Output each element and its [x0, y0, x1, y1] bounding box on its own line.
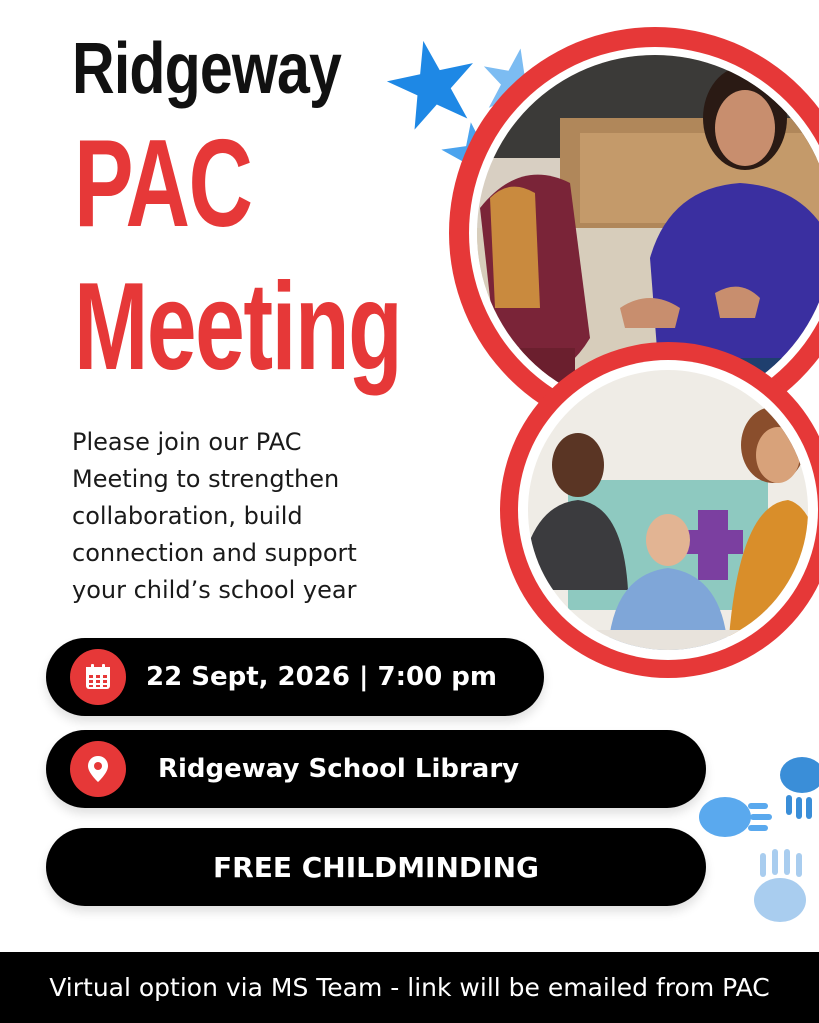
footer-text: Virtual option via MS Team - link will be emailed from PAC [49, 973, 770, 1002]
handprint-icon [780, 757, 819, 819]
childminding-pill [46, 828, 706, 906]
intro-line: your child’s school year [72, 576, 357, 604]
intro-line: collaboration, build [72, 502, 303, 530]
handprint-icon [699, 797, 772, 837]
calendar-icon [70, 649, 126, 705]
event-location: Ridgeway School Library [158, 754, 520, 784]
intro-text [72, 424, 422, 609]
intro-line: connection and support [72, 539, 357, 567]
decor-handprints [690, 735, 819, 935]
event-location-pill [46, 730, 706, 808]
map-pin-icon [70, 741, 126, 797]
handprint-icon [754, 849, 806, 922]
intro-line: Please join our PAC [72, 428, 302, 456]
title-pac: PAC [74, 115, 252, 253]
childminding-text: FREE CHILDMINDING [213, 850, 539, 884]
title-school-name: Ridgeway [72, 29, 342, 109]
event-datetime: 22 Sept, 2026 | 7:00 pm [146, 662, 497, 692]
event-datetime-pill [46, 638, 544, 716]
footer-banner [0, 952, 819, 1023]
photo-classroom-family [488, 330, 819, 690]
intro-line: Meeting to strengthen [72, 465, 340, 493]
title-meeting: Meeting [74, 258, 402, 396]
